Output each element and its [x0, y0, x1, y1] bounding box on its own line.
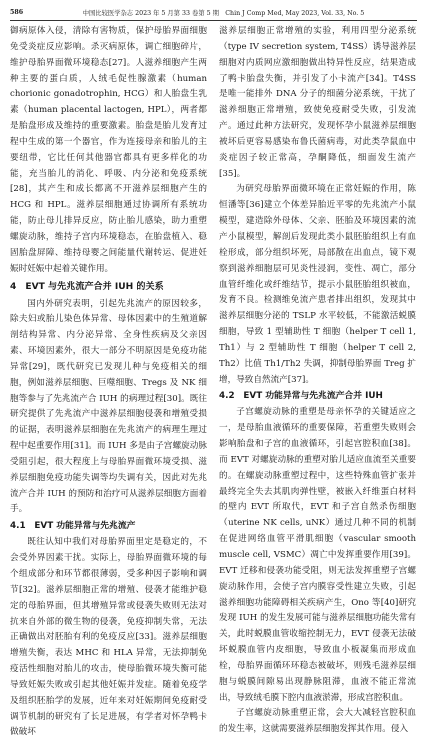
paragraph: 御病原体入侵，清除有害物质，保护母胎界面细胞免受炎症反应影响。杀灭病原体，调亡细胞碎片，维护母胎界面微环境稳态[27]。人滋养细胞产生两种主要的蛋白质，人绒毛促性腺激素（human chorionic gonadotrophin, HCG）和人胎盘生乳素（human placental lactogen, HPL），两者都是胎盘形成及维持的重要激素。胎盘是胎儿发育过程中生成的第一个器官，作为连接母亲和胎儿的主要纽带，它比任何其他器官都具有更多样化的功能，充当胎儿的消化、呼吸、内分泌和免疫系统[28]，其产生和成长都离不开滋养层细胞产生的 HCG 和 HPL。滋养层细胞通过协调所有系统功能，防止母儿排异反应，防止胎儿感染，助力重塑螺旋动脉，维持子宫内环境稳态，在胎盘植入、稳固胎盘屏障、维持母婴之间能量代谢转运、促进妊娠时妊娠中起着关键作用。: [10, 26, 207, 274]
paragraph: 为研究母胎界面微环境在正常妊娠的作用，陈恒潘等[36]建立个体差异胎近平零的先兆流产小鼠模型，建造除外母体、父亲、胚胎及环境因素的流产小鼠模型，解剖后发现此类小鼠胚胎组织上有血栓形成，部分组织坏死，局部散在出血点，镜下观察到滋养细胞层可见炎性浸润，变性、凋亡，部分血管纤维化或纤维结节，提示小鼠胚胎组织被血，发育不良。检测维免流产患者排出组织，发现其中滋养层细胞分泌的 TSLP 水平较低，不能激活蜕膜细胞，导致 1 型辅助性 T 细胞（helper T cell 1, Th1）与 2 型辅助性 T 细胞（helper T cell 2, Th2）比值 Th1/Th2 失调，抑制母胎界面 Treg 扩增，导致自然流产[37]。: [219, 184, 416, 385]
left-column: [10, 24, 207, 741]
page-number: 586: [10, 8, 24, 16]
right-column: [219, 24, 416, 738]
subsection-heading: 4.2 EVT 功能异常与先兆流产合并 IUH: [219, 391, 383, 402]
running-header: [10, 6, 417, 18]
paragraph: 子宫螺旋动脉的重塑是母亲怀孕的关键适应之一，是母胎血液循环的重要保障，若重塑失败则会影响胎盘和子宫的血液循环，引起宫腔积血[38]。而 EVT 对螺旋动脉的重塑对胎儿适应血流至关重要的。在螺旋动脉重塑过程中，这些特殊血管扩张并最终完全失去其肌肉弹性壁，被嵌入纤维蛋白材料的壁内 EVT 所取代，EVT 和子宫自然杀伤细胞（uterine NK cells, uNK）通过几种不同的机制在促进网络血管平滑肌细胞（vascular smooth muscle cell, VSMC）凋亡中发挥重要作用[39]。EVT 迁移和侵袭功能受阻，则无法发挥重塑子宫螺旋动脉作用，会使子宫内膜容受性建立失败，引起滋养细胞功能障碍相关疾病产生，Ono 等[40]研究发现 IUH 的发生发展可能与滋养层细胞功能失常有关，此时蜕膜血管收缩控制无力，EVT 侵袭无法破坏蜕膜血管内皮细胞，导致血小板凝集而形成血栓，母胎界面循环环稳态被破坏，则残毛滋养层细胞与蜕膜间隙易出现静脉阻滞，血液不能正常流出，导致绒毛膜下腔内血液淤滞，形成宫腔积血。: [219, 407, 416, 703]
section-heading: 4 EVT 与先兆流产合并 IUH 的关系: [10, 281, 164, 292]
paragraph: 子宫螺旋动脉重塑正常，会大大减轻宫腔积血的发生率，这就需要滋养层细胞发挥其作用。侵入: [219, 708, 416, 735]
paragraph: 既往认知中我们对母胎界面里定是稳定的，不会受外界因素干扰。实际上，母胎界面微环境的每个组成部分和环节都很薄弱，受多种因子影响和调节[32]。滋养层细胞正常的增殖、侵袭才能维护稳定的母胎界面，但其增殖异常或侵袭失败则无法对抗来自外部的微生物的侵袭，免疫抑制失常，无法正确做出对胚胎有利的免疫反应[33]。滋养层细胞增殖失衡，表达 MHC 和 HLA 异常，无法抑制免疫活性细胞对胎儿的攻击，使母胎微环境失衡可能导致妊娠失败或引起其他妊娠并发症。随着免疫学及组织胚胎学的发展，近年来对妊娠期间免疫耐受调节机制的研究有了长足进展，有学者对怀孕鸭卡做破坏: [10, 537, 207, 738]
journal-citation: 中国比较医学杂志 2023 年 5 月第 33 卷第 5 期 Chin J Comp Med, May 2023, Vol. 33, No. 5: [82, 9, 365, 17]
subsection-heading: 4.1 EVT 功能异常与先兆流产: [10, 521, 136, 532]
paragraph: 国内外研究表明，引起先兆流产的原因较多，除夫妇或胎儿染色体异常、母体因素中的生殖道解剖结构异常、内分泌异常、全身性疾病及父亲因素、环境因素外，很大一部分不明原因是免疫功能异常[29]，既代研究已发现儿种与免疫相关的细胞，例如滋养层细胞、巨噬细胞、Tregs 及 NK 细胞等参与了先兆流产合 IUH 的病理过程[30]。既往研究提供了先兆流产中滋养层细胞侵袭和增殖受损的证据，表明滋养层细胞在先兆流产的病理生理过程中起重要作用[31]。而 IUH 多是由子宫螺旋动脉受阻引起，很大程度上与母胎界面微环境受损、滋养层细胞免疫功能失调等均失调有关，因此对先兆流产合并 IUH 的预防和治疗可从滋养层细胞方面着手。: [10, 298, 207, 515]
paragraph: 滋养层细胞正常增殖的实验，利用四型分泌系统（type IV secretion system, T4SS）诱导滋养层细胞对内质网应激细胞做出特异性反应，结果造成了鸭卡胎盘失衡，并引发了小卡流产[34]。T4SS 是唯一能排外 DNA 分子的细菌分泌系统，干扰了滋养细胞正常增殖，致使免疫耐受失败，引发流产。通过此种方法研究，发现怀孕小鼠滋养层细胞被坏后更容易感染布鲁氏菌病毒，对此类孕鼠血中炎症因子较正常高，孕酮降低，细面发生流产[35]。: [219, 26, 416, 179]
header-rule: [10, 20, 417, 21]
